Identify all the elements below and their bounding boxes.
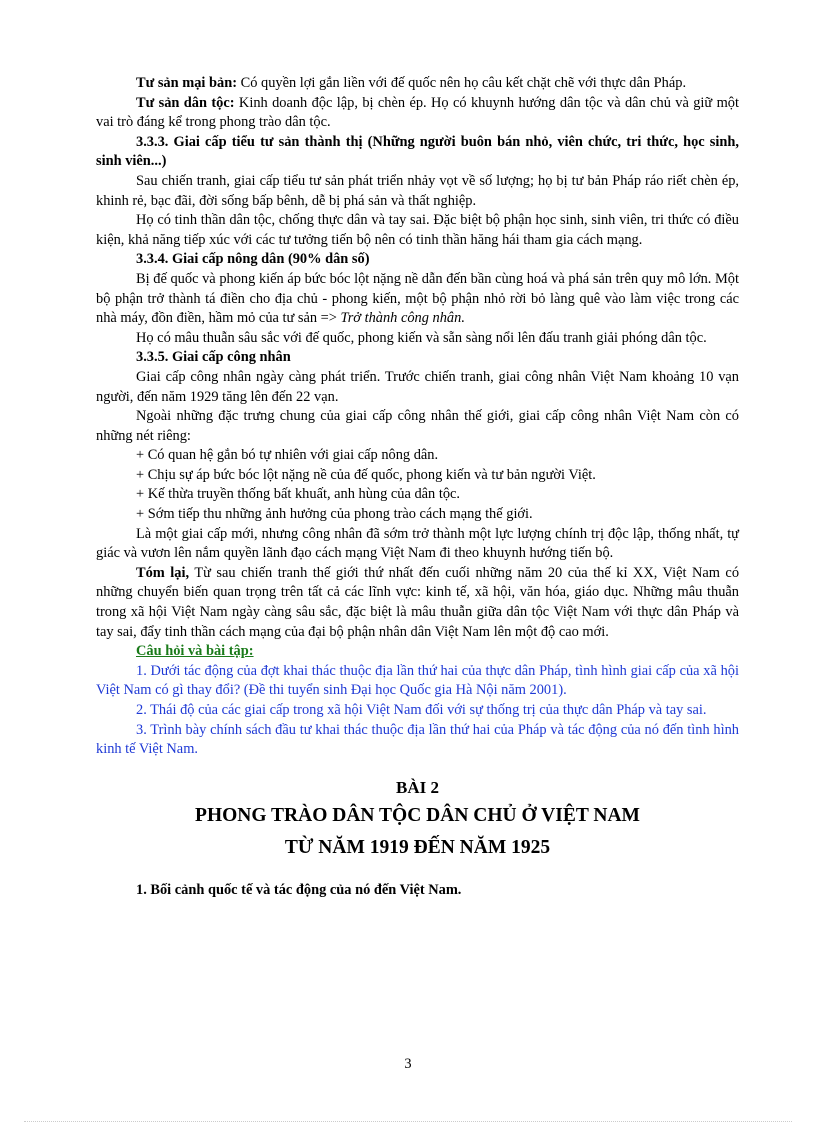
paragraph-text: Bị đế quốc và phong kiến áp bức bóc lột nặng nề dẫn đến bần cùng hoá và phá sản trên quy mô lớn. Một bộ phận trở thành tá điền cho địa chủ - phong kiến, một bộ phận nhỏ rời bỏ làng quê vào làm việc trong các nhà máy, đồn điền, hầm mỏ của tư sản => bbox=[96, 270, 739, 327]
questions-title: Câu hỏi và bài tập: bbox=[136, 643, 254, 660]
paragraph: Giai cấp công nhân ngày càng phát triển. Trước chiến tranh, giai công nhân Việt Nam khoảng 10 vạn người, đến năm 1929 tăng lên đến 22 vạn. bbox=[96, 368, 739, 405]
paragraph-comprador-bourgeoisie bbox=[96, 74, 739, 94]
paragraph bbox=[96, 270, 739, 329]
document-page bbox=[96, 74, 739, 901]
question-3: 3. Trình bày chính sách đầu tư khai thác thuộc địa lần thứ hai của Pháp và tác động của nó đến tình hình kinh tế Việt Nam. bbox=[96, 721, 739, 758]
page-bottom-divider bbox=[24, 1121, 792, 1122]
question-1: 1. Dưới tác động của đợt khai thác thuộc địa lần thứ hai của thực dân Pháp, tình hình giai cấp của xã hội Việt Nam có gì thay đổi? (Đề thi tuyển sinh Đại học Quốc gia Hà Nội năm 2001). bbox=[96, 662, 739, 699]
lesson-number: BÀI 2 bbox=[396, 777, 439, 797]
heading-3-3-5: 3.3.5. Giai cấp công nhân bbox=[136, 349, 291, 366]
list-item: + Chịu sự áp bức bóc lột nặng nề của đế quốc, phong kiến và tư bản người Việt. bbox=[136, 466, 596, 483]
paragraph: Là một giai cấp mới, nhưng công nhân đã sớm trở thành một lực lượng chính trị độc lập, thống nhất, tự giác và vươn lên nắm quyền lãnh đạo cách mạng Việt Nam đi theo khuynh hướng tiến bộ. bbox=[96, 525, 739, 562]
paragraph: Ngoài những đặc trưng chung của giai cấp công nhân thế giới, giai cấp công nhân Việt Nam còn có những nét riêng: bbox=[96, 408, 739, 444]
italic-conclusion: Trở thành công nhân. bbox=[340, 310, 465, 327]
paragraph-summary bbox=[96, 564, 739, 642]
list-item: + Kế thừa truyền thống bất khuất, anh hùng của dân tộc. bbox=[136, 486, 461, 503]
term-national-bourgeoisie: Tư sản dân tộc: bbox=[136, 94, 235, 111]
heading-3-3-4: 3.3.4. Giai cấp nông dân (90% dân số) bbox=[136, 251, 370, 268]
questions-heading bbox=[96, 642, 739, 662]
lesson-title-line-2: TỪ NĂM 1919 ĐẾN NĂM 1925 bbox=[284, 837, 551, 859]
lesson-title-line-1: PHONG TRÀO DÂN TỘC DÂN CHỦ Ở VIỆT NAM bbox=[195, 805, 640, 827]
term-comprador-bourgeoisie: Tư sản mại bản: bbox=[136, 75, 238, 91]
paragraph-text: Từ sau chiến tranh thế giới thứ nhất đến cuối những năm 20 của thế kỉ XX, Việt Nam có những chuyển biến quan trọng trên tất cả các lĩnh vực: kinh tế, xã hội, văn hóa, giáo dục. Những mâu thuẫn trong xã hội Việt Nam ngày càng sâu sắc, đặc biệt là mâu thuẫn giữa dân tộc Việt Nam với thực dân Pháp và tay sai, đẩy tinh thần cách mạng của đại bộ phận nhân dân Việt Nam lên một độ cao mới. bbox=[96, 564, 740, 640]
list-item: + Sớm tiếp thu những ảnh hưởng của phong trào cách mạng thế giới. bbox=[136, 506, 533, 523]
paragraph-text: Có quyền lợi gắn liền với đế quốc nên họ câu kết chặt chẽ với thực dân Pháp. bbox=[237, 75, 687, 91]
page-number: 3 bbox=[404, 1056, 412, 1072]
paragraph: Sau chiến tranh, giai cấp tiểu tư sản phát triển nhảy vọt về số lượng; họ bị tư bản Pháp ráo riết chèn ép, khinh rẻ, bạc đãi, đời sống bấp bênh, dễ bị phá sản và thất nghiệp. bbox=[96, 172, 739, 209]
paragraph-national-bourgeoisie bbox=[96, 94, 739, 133]
summary-lead: Tóm lại, bbox=[136, 564, 190, 581]
question-2: 2. Thái độ của các giai cấp trong xã hội Việt Nam đối với sự thống trị của thực dân Pháp và tay sai. bbox=[136, 702, 707, 718]
paragraph: Họ có tinh thần dân tộc, chống thực dân và tay sai. Đặc biệt bộ phận học sinh, sinh viên, tri thức có điều kiện, khả năng tiếp xúc với các tư tưởng tiến bộ nên có tinh thần hăng hái tham gia cách mạng. bbox=[96, 212, 739, 248]
paragraph-text: Kinh doanh độc lập, bị chèn ép. Họ có khuynh hướng dân tộc và dân chủ và giữ một vai trò đáng kể trong phong trào dân tộc. bbox=[96, 94, 739, 131]
paragraph: Họ có mâu thuẫn sâu sắc với đế quốc, phong kiến và sẵn sàng nổi lên đấu tranh giải phóng dân tộc. bbox=[136, 329, 707, 346]
list-item: + Có quan hệ gắn bó tự nhiên với giai cấp nông dân. bbox=[136, 447, 439, 464]
section-heading-1: 1. Bối cảnh quốc tế và tác động của nó đến Việt Nam. bbox=[136, 882, 462, 899]
heading-3-3-3: 3.3.3. Giai cấp tiểu tư sản thành thị (Những người buôn bán nhỏ, viên chức, tri thức, học sinh, sinh viên...) bbox=[96, 133, 739, 170]
